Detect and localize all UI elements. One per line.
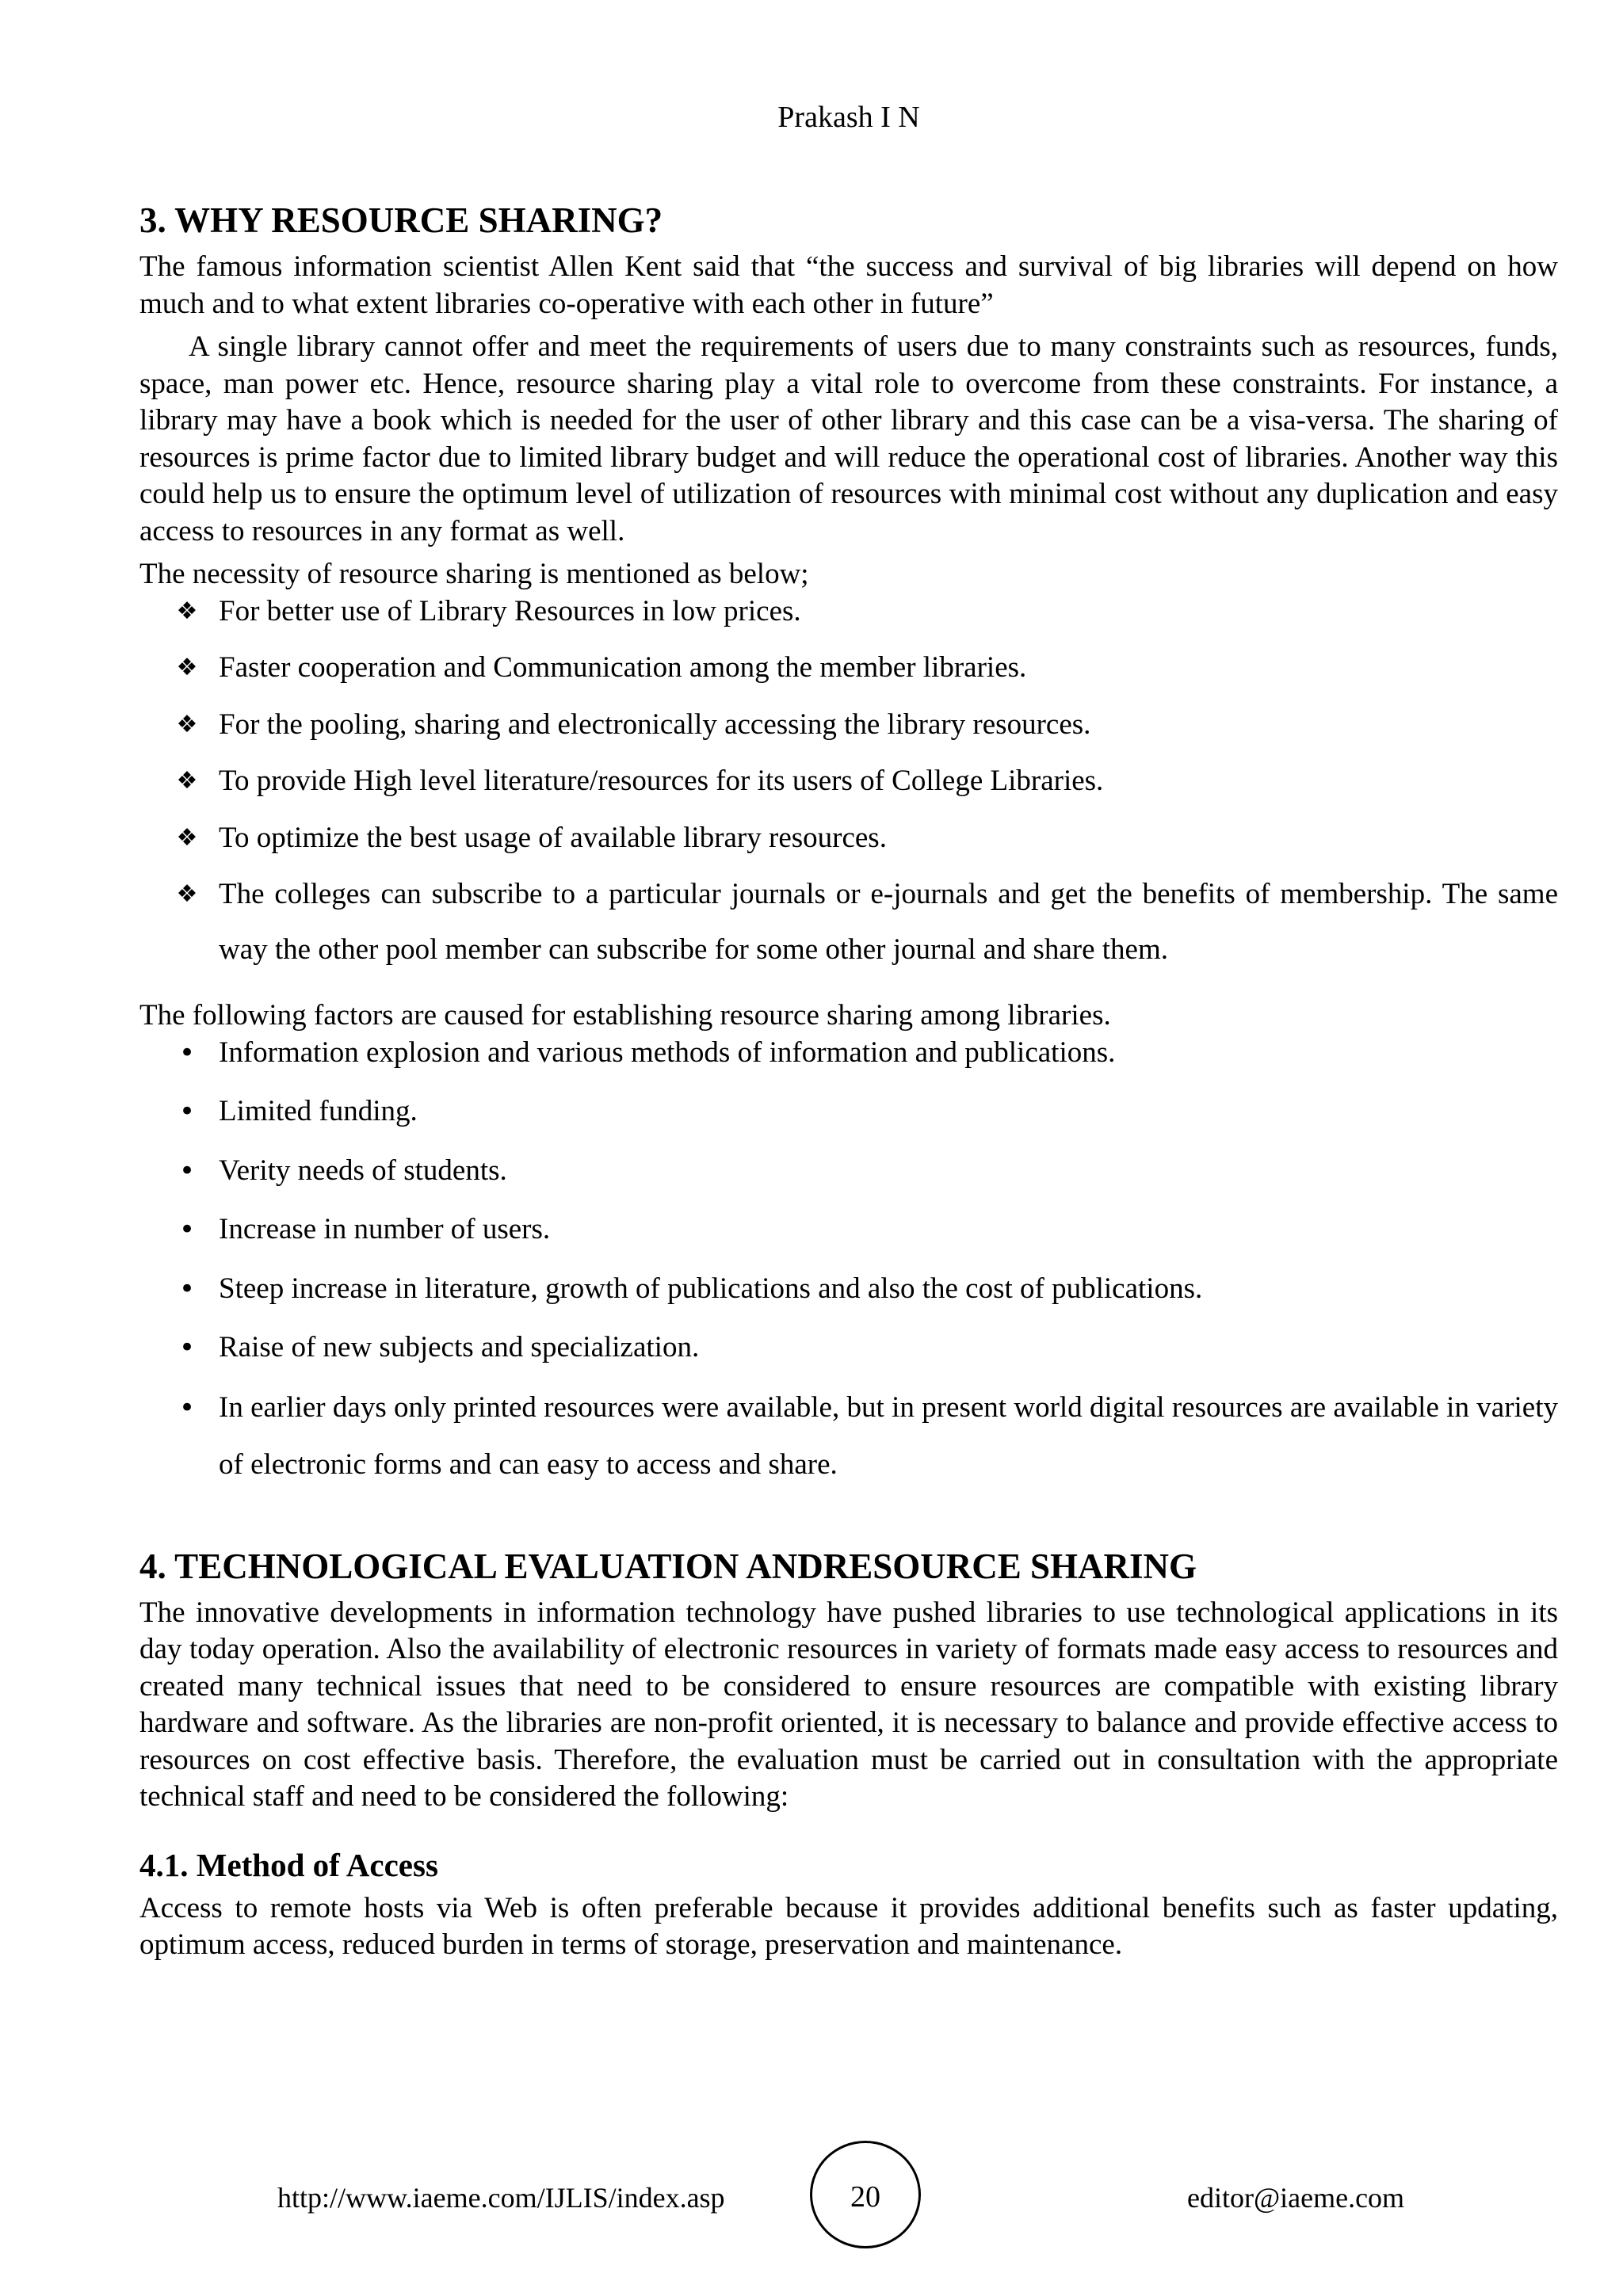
page-number: 20 [850,2180,880,2214]
section-4-paragraph-1: The innovative developments in information technology have pushed libraries to use technological applications in its day today operation. Also the availability of electronic resources in variety of formats made easy access to resources and created many technical issues that need to be considered to ensure resources are compatible with existing library hardware and software. As the libraries are non-profit oriented, it is necessary to balance and provide effective access to resources on cost effective basis. Therefore, the evaluation must be carried out in consultation with the appropriate technical staff and need to be considered the following: [139,1596,1558,1813]
diamond-bullet-icon: ❖ [176,767,198,795]
page-number-circle [810,2141,921,2248]
diamond-bullet-icon: ❖ [176,880,198,908]
bullet-icon: • [178,1096,196,1127]
list-item: • Steep increase in literature, growth of publications and also the cost of publications. [139,1271,1558,1308]
list-item: • Verity needs of students. [139,1153,1558,1190]
factors-list [139,1035,1558,1493]
list-item: • In earlier days only printed resources were available, but in present world digital resources are available in variety of electronic forms and can easy to access and share. [139,1379,1558,1493]
list-item: ❖ To optimize the best usage of available library resources. [139,820,1558,857]
diamond-bullet-icon: ❖ [176,823,198,852]
list-item: • Information explosion and various methods of information and publications. [139,1035,1558,1072]
list-item: • Raise of new subjects and specialization. [139,1329,1558,1367]
subsection-4-1-paragraph: Access to remote hosts via Web is often preferable because it provides additional benefits such as faster updating, optimum access, reduced burden in terms of storage, preservation and maintenance. [139,1891,1558,1961]
footer-email-link[interactable]: editor@iaeme.com [1187,2182,1405,2214]
bullet-icon: • [178,1332,196,1363]
section-3-paragraph-2: A single library cannot offer and meet the requirements of users due to many constraints such as resources, funds, space, man power etc. Hence, resource sharing play a vital role to overcome from these constraints. For instance, a library may have a book which is needed for the user of other library and this case can be a visa-versa. The sharing of resources is prime factor due to limited library budget and will reduce the operational cost of libraries. Another way this could help us to ensure the optimum level of utilization of resources with minimal cost without any duplication and easy access to resources in any format as well. [139,330,1558,547]
footer-url-link[interactable]: http://www.iaeme.com/IJLIS/index.asp [277,2182,725,2214]
list-item: ❖ The colleges can subscribe to a particular journals or e-journals and get the benefits of membership. The same way the other pool member can subscribe for some other journal and share them. [139,867,1558,978]
list-item: ❖ Faster cooperation and Communication among the member libraries. [139,650,1558,687]
list-item: • Limited funding. [139,1093,1558,1131]
page-footer [0,2141,1623,2252]
bullet-icon: • [178,1272,196,1305]
bullet-icon: • [178,1391,196,1424]
list-item: • Increase in number of users. [139,1211,1558,1249]
subsection-4-1-heading: 4.1. Method of Access [139,1846,438,1883]
section-3-heading: 3. WHY RESOURCE SHARING? [139,200,663,240]
necessity-intro: The necessity of resource sharing is mentioned as below; [139,558,809,590]
main-content [139,198,1558,1964]
list-item: ❖ To provide High level literature/resources for its users of College Libraries. [139,763,1558,800]
section-3-paragraph-1: The famous information scientist Allen Kent said that “the success and survival of big libraries will depend on how much and to what extent libraries co-operative with each other in future” [139,250,1558,320]
necessity-list [139,593,1558,978]
diamond-bullet-icon: ❖ [176,597,198,625]
factors-intro: The following factors are caused for establishing resource sharing among libraries. [139,999,1111,1032]
bullet-icon: • [178,1154,196,1187]
diamond-bullet-icon: ❖ [176,710,198,738]
running-head: Prakash I N [777,101,920,134]
bullet-icon: • [178,1036,196,1069]
list-item: ❖ For better use of Library Resources in low prices. [139,593,1558,631]
section-4-heading: 4. TECHNOLOGICAL EVALUATION ANDRESOURCE SHARING [139,1546,1197,1586]
diamond-bullet-icon: ❖ [176,654,198,681]
bullet-icon: • [178,1214,196,1245]
list-item: ❖ For the pooling, sharing and electronically accessing the library resources. [139,707,1558,744]
